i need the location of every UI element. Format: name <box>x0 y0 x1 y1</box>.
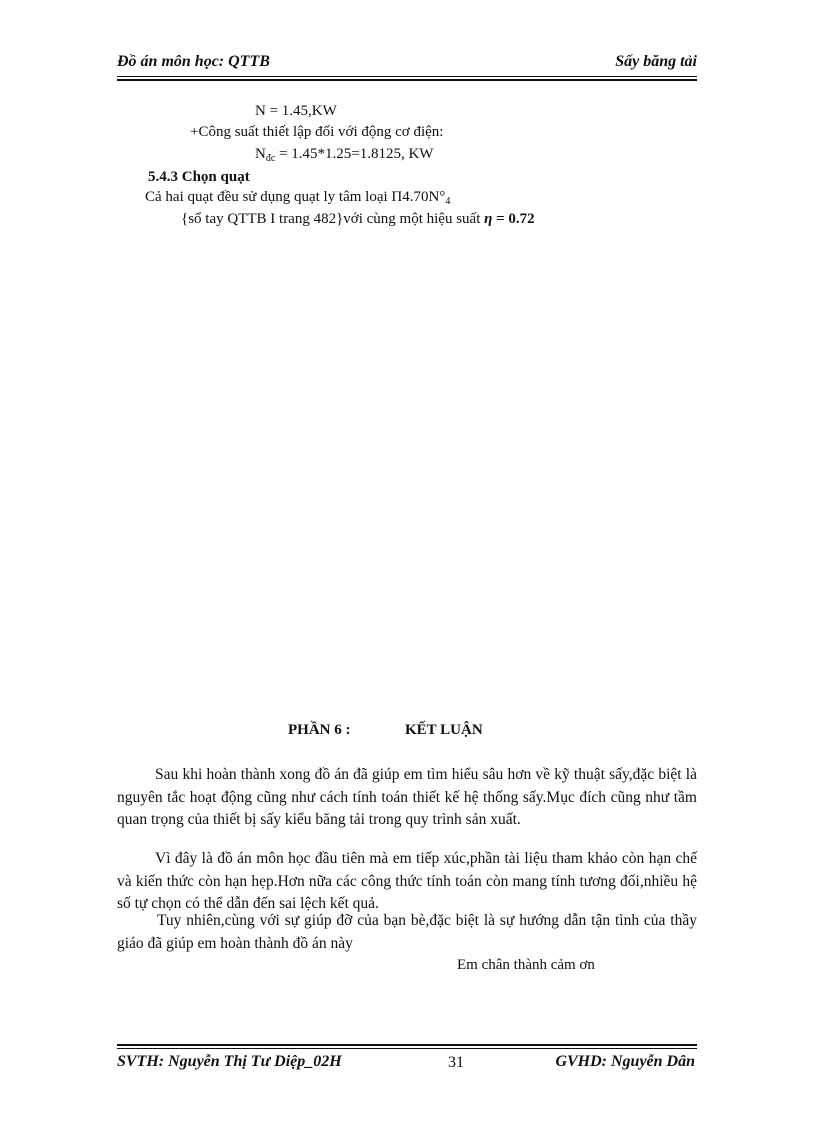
footer-supervisor: GVHD: Nguyễn Dân <box>555 1053 695 1070</box>
motor-power-subscript: đc <box>265 153 276 164</box>
page-number: 31 <box>448 1054 464 1071</box>
header-right-text: Sấy băng tải <box>615 53 697 70</box>
fan-type-subscript: 4 <box>445 196 451 207</box>
conclusion-paragraph-3 <box>117 910 697 955</box>
efficiency-symbol: η <box>484 211 493 227</box>
closing-thanks: Em chân thành cảm ơn <box>457 957 595 973</box>
motor-power-line <box>255 146 433 164</box>
conclusion-paragraph-2 <box>117 848 697 916</box>
reference-text: {sổ tay QTTB I trang 482}với cùng một hiệu suất <box>181 211 485 227</box>
footer-rule-bottom <box>117 1048 697 1049</box>
conclusion-paragraph-1-text: Sau khi hoàn thành xong đồ án đã giúp em tìm hiểu sâu hơn về kỹ thuật sấy,đặc biệt là nguyên tắc hoạt động cũng như cách tính toán thiết kế hệ thống sấy.Mục đích cũng như tầm quan trọng của thiết bị sấy kiểu băng tải trong quy trình sản xuất. <box>117 766 697 828</box>
power-line: N = 1.45,KW <box>255 103 337 119</box>
fan-type-text: Cả hai quạt đều sử dụng quạt ly tâm loại Π4.70N° <box>145 189 446 205</box>
conclusion-paragraph-3-text: Tuy nhiên,cùng với sự giúp đỡ của bạn bè,đặc biệt là sự hướng dẫn tận tình của thầy giáo đã giúp em hoàn thành đồ án này <box>117 912 697 952</box>
fan-type-line <box>145 189 450 207</box>
part-label: PHẦN 6 : <box>288 722 351 738</box>
conclusion-paragraph-1 <box>117 764 697 832</box>
part-title: KẾT LUẬN <box>405 722 483 738</box>
footer-student: SVTH: Nguyễn Thị Tư Diệp_02H <box>117 1053 342 1070</box>
header-rule-bottom <box>117 79 697 81</box>
conclusion-paragraph-2-text: Vì đây là đồ án môn học đầu tiên mà em tiếp xúc,phần tài liệu tham khảo còn hạn chế và kiến thức còn hạn hẹp.Hơn nữa các công thức tính toán còn mang tính tương đối,nhiều hệ số tự chọn có thể dẫn đến sai lệch kết quả. <box>117 850 697 912</box>
header-left-text: Đồ án môn học: QTTB <box>117 53 270 70</box>
header-rule-top <box>117 76 697 77</box>
subheading-choose-fan: 5.4.3 Chọn quạt <box>148 169 250 185</box>
install-power-label: +Công suất thiết lập đối với động cơ điện: <box>190 124 444 140</box>
efficiency-value: = 0.72 <box>492 211 535 227</box>
reference-line <box>181 211 535 228</box>
footer-rule-top <box>117 1044 697 1046</box>
motor-power-symbol: N <box>255 146 266 162</box>
motor-power-expression: = 1.45*1.25=1.8125, KW <box>275 146 434 162</box>
